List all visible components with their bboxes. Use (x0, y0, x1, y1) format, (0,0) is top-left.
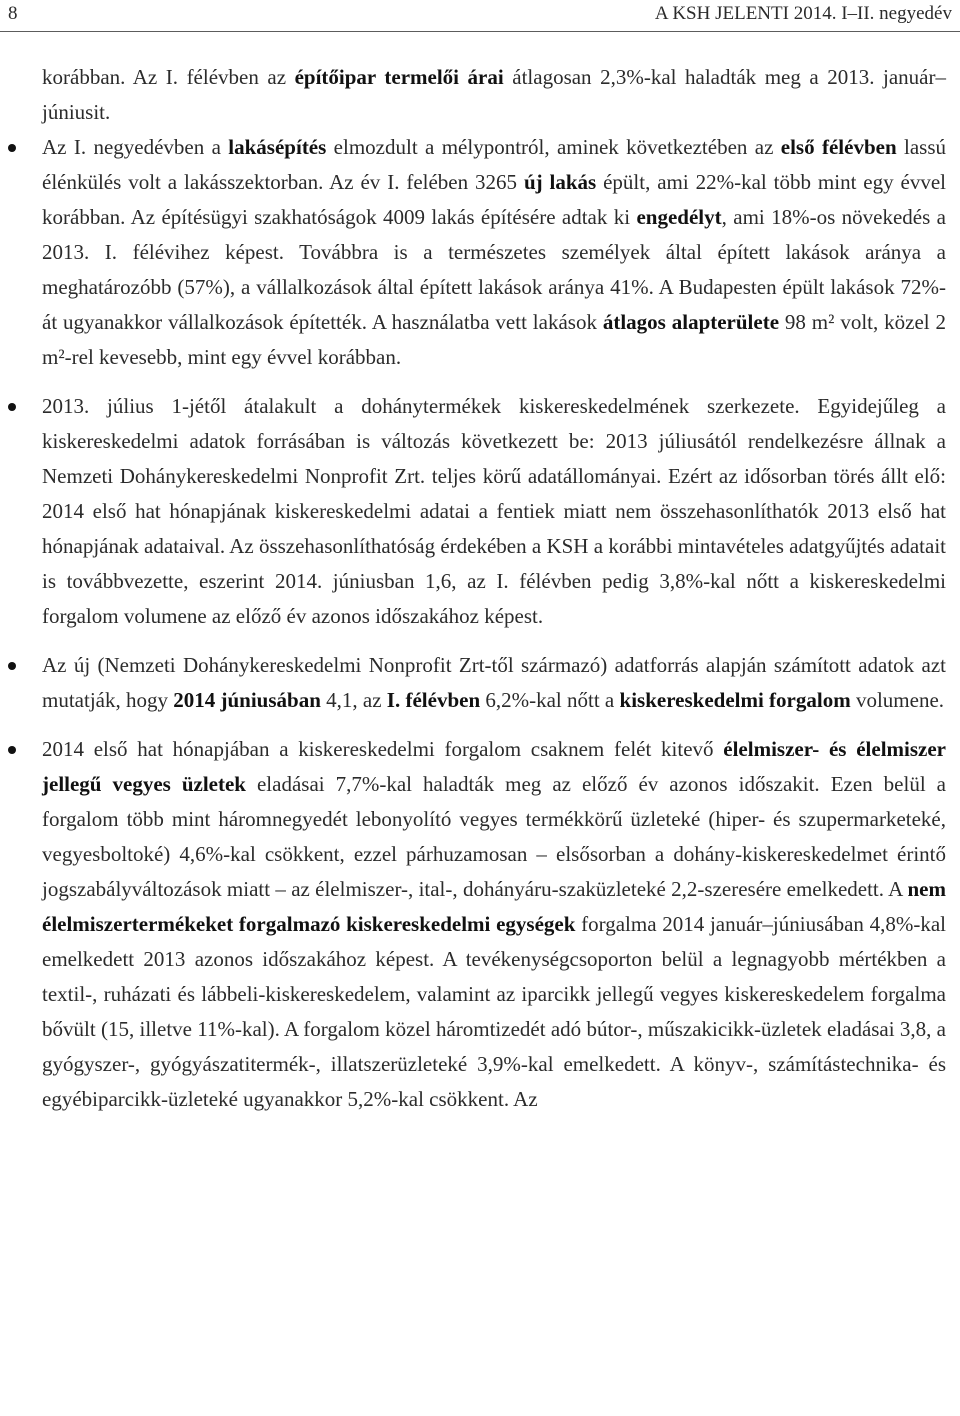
bullet-text: Az új (Nemzeti Dohánykereskedelmi Nonprofit Zrt-től származó) adatforrás alapján számított adatok azt mutatják, hogy 2014 júniusában 4,1, az I. félévben 6,2%-kal nőtt a kiskereskedelmi forgalom volumene. (42, 653, 946, 712)
bullet-item-new-data-source (42, 648, 946, 718)
bullet-text: 2013. július 1-jétől átalakult a dohánytermékek kiskereskedelmének szerkezete. Egyidejűleg a kiskereskedelmi adatok forrásában is változás következett be: 2013 júliusától rendelkezésre állnak a Nemzeti Dohánykereskedelmi Nonprofit Zrt. teljes körű adatállományai. Ezért az idősorban törés állt elő: 2014 első hat hónapjának kiskereskedelmi adatai a fentiek miatt nem összehasonlíthatók 2013 első hat hónapjának adataival. Az összehasonlíthatóság érdekében a KSH a korábbi mintavételes adatgyűjtés adatait is továbbvezette, eszerint 2014. júniusban 1,6, az I. félévben pedig 3,8%-kal nőtt a kiskereskedelmi forgalom volumene az előző év azonos időszakához képest. (42, 394, 946, 628)
bold-text: lakásépítés (228, 135, 327, 159)
bullet-text: Az I. negyedévben a lakásépítés elmozdult a mélypontról, aminek következtében az első félévben lassú élénkülés volt a lakásszektorban. Az év I. felében 3265 új lakás épült, ami 22%-kal több mint egy évvel korábban. Az építésügyi szakhatóságok 4009 lakás építésére adtak ki engedélyt, ami 18%-os növekedés a 2013. I. félévihez képest. Továbbra is a természetes személyek által épített lakások aránya a meghatározóbb (57%), a vállalkozások által épített lakások aránya 41%. A Budapesten épült lakások 72%-át ugyanakkor vállalkozások építették. A használatba vett lakások átlagos alapterülete 98 m² volt, közel 2 m²-rel kevesebb, mint egy évvel korábban. (42, 135, 947, 369)
page-number: 8 (8, 3, 18, 24)
running-title: A KSH JELENTI 2014. I–II. negyedév (654, 3, 952, 24)
bullet-icon (8, 746, 16, 754)
continuation-paragraph: korábban. Az I. félévben az építőipar termelői árai átlagosan 2,3%-kal haladták meg a 2013. január–júniusit. (42, 65, 946, 124)
bullet-icon (8, 403, 16, 411)
bullet-item-tobacco-retail (42, 389, 946, 634)
bullet-text: 2014 első hat hónapjában a kiskereskedelmi forgalom csaknem felét kitevő élelmiszer- és élelmiszer jellegű vegyes üzletek eladásai 7,7%-kal haladták meg az előző év azonos időszakit. Ezen belül a forgalom több mint háromnegyedét lebonyolító vegyes termékkörű üzleteké (hiper- és szupermarketeké, vegyesboltoké) 4,6%-kal csökkent, ezzel párhuzamosan – elsősorban a dohány-kiskereskedelmet érintő jogszabályváltozások miatt – az élelmiszer-, ital-, dohányáru-szaküzleteké 2,2-szeresére emelkedett. A nem élelmiszertermékeket forgalmazó kiskereskedelmi egységek forgalma 2014 január–júniusában 4,8%-kal emelkedett 2013 azonos időszakához képest. A tevékenységcsoporton belül a legnagyobb mértékben a textil-, ruházati és lábbeli-kiskereskedelem, valamint az iparcikk jellegű vegyes kiskereskedelem forgalma bővült (15, illetve 11%-kal). A forgalom közel háromtizedét adó bútor-, műszakicikk-üzletek eladásai 3,8, a gyógyszer-, gyógyászatitermék-, illatszerüzleteké 3,9%-kal emelkedett. A könyv-, számítástechnika- és egyébiparcikk-üzleteké ugyanakkor 5,2%-kal csökkent. Az (42, 737, 946, 1111)
bold-text: élelmiszer- és élelmiszer jellegű vegyes üzletek (42, 737, 946, 796)
bold-text: első félévben (780, 135, 897, 159)
bold-text: építőipar termelői árai (294, 65, 504, 89)
header-rule (0, 31, 960, 32)
bullet-icon (8, 144, 16, 152)
bold-text: nem élelmiszertermékeket forgalmazó kiskereskedelmi egységek (42, 877, 946, 936)
bold-text: 2014 júniusában (173, 688, 321, 712)
bullet-item-housing (42, 130, 946, 375)
bullet-list (42, 130, 946, 1117)
bold-text: új lakás (523, 170, 597, 194)
page-body (42, 60, 946, 1117)
bold-text: kiskereskedelmi forgalom (619, 688, 851, 712)
page-header (0, 0, 960, 32)
bullet-item-food-retail (42, 732, 946, 1117)
bold-text: I. félévben (386, 688, 481, 712)
bold-text: átlagos alapterülete (602, 310, 780, 334)
bold-text: engedélyt (636, 205, 722, 229)
bullet-icon (8, 662, 16, 670)
